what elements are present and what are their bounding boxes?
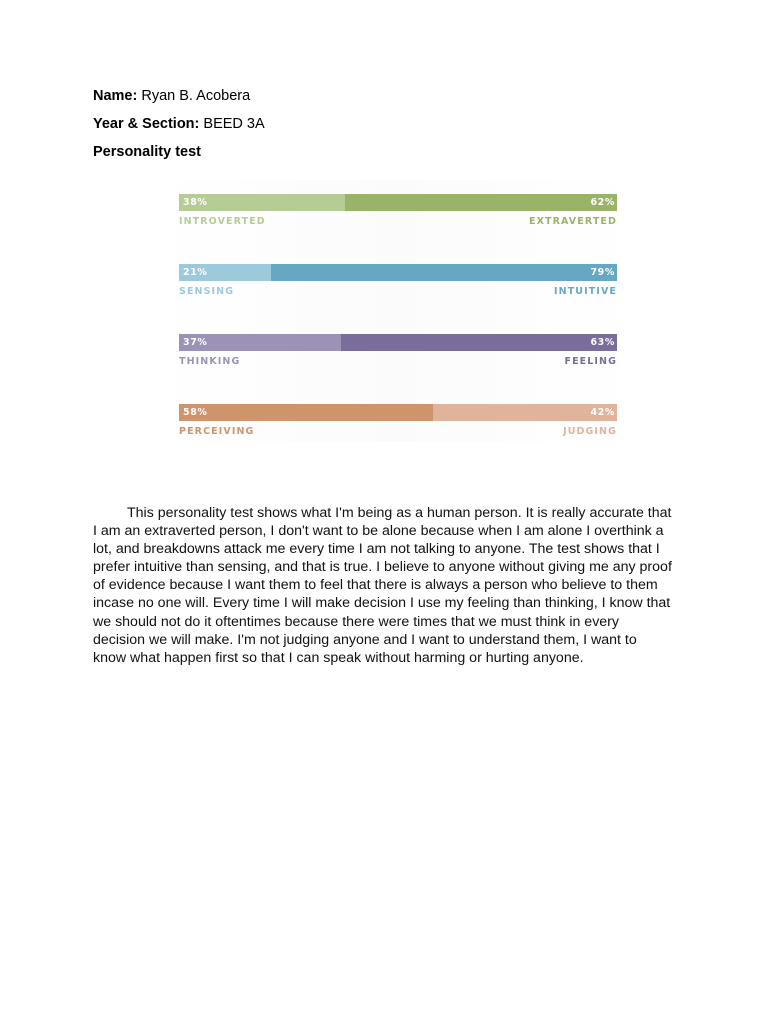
percent-right: 42%: [590, 407, 615, 418]
trait-label-right: FEELING: [564, 356, 617, 367]
trait-bar: [179, 334, 617, 351]
percent-left: 37%: [183, 337, 208, 348]
section-line: [93, 115, 265, 133]
name-label: Name:: [93, 88, 138, 104]
bar-segment-right: [341, 334, 617, 351]
trait-labels: [179, 425, 617, 439]
percent-left: 58%: [183, 407, 208, 418]
bar-segment-left: [179, 334, 341, 351]
trait-bar: [179, 194, 617, 211]
percent-right: 63%: [590, 337, 615, 348]
trait-labels: [179, 285, 617, 299]
bar-segment-right: [433, 404, 617, 421]
bar-segment-left: [179, 194, 345, 211]
bar-segment-left: [179, 264, 271, 281]
trait-label-left: PERCEIVING: [179, 426, 255, 437]
trait-row: [179, 404, 617, 444]
trait-bar: [179, 404, 617, 421]
trait-row: [179, 194, 617, 234]
percent-left: 21%: [183, 267, 208, 278]
bar-segment-right: [345, 194, 617, 211]
trait-label-right: INTUITIVE: [554, 286, 617, 297]
name-line: [93, 87, 250, 105]
trait-row: [179, 264, 617, 304]
trait-label-left: INTROVERTED: [179, 216, 266, 227]
trait-label-left: THINKING: [179, 356, 241, 367]
percent-right: 79%: [590, 267, 615, 278]
section-value: BEED 3A: [203, 116, 265, 132]
body-paragraph: This personality test shows what I'm being as a human person. It is really accurate that I am an extraverted person, I don't want to be alone because when I am alone I overthink a lot, and breakdowns attack me every time I am not talking to anyone. The test shows that I prefer intuitive than sensing, and that is true. I believe to anyone without giving me any proof of evidence because I want them to feel that there is always a person who believe to them incase no one will. Every time I will make decision I use my feeling than thinking, I know that we should not do it oftentimes because there were times that we must think in every decision we will make. I'm not judging anyone and I want to understand them, I want to know what happen first so that I can speak without harming or hurting anyone.: [93, 505, 672, 666]
bar-segment-left: [179, 404, 433, 421]
test-title: Personality test: [93, 144, 201, 160]
section-label: Year & Section:: [93, 116, 200, 132]
percent-right: 62%: [590, 197, 615, 208]
trait-label-right: JUDGING: [563, 426, 617, 437]
name-value: Ryan B. Acobera: [141, 88, 251, 104]
trait-bar: [179, 264, 617, 281]
trait-label-left: SENSING: [179, 286, 235, 297]
percent-left: 38%: [183, 197, 208, 208]
trait-labels: [179, 215, 617, 229]
trait-row: [179, 334, 617, 374]
bar-segment-right: [271, 264, 617, 281]
personality-chart: [155, 180, 635, 442]
trait-label-right: EXTRAVERTED: [528, 216, 617, 227]
trait-labels: [179, 355, 617, 369]
